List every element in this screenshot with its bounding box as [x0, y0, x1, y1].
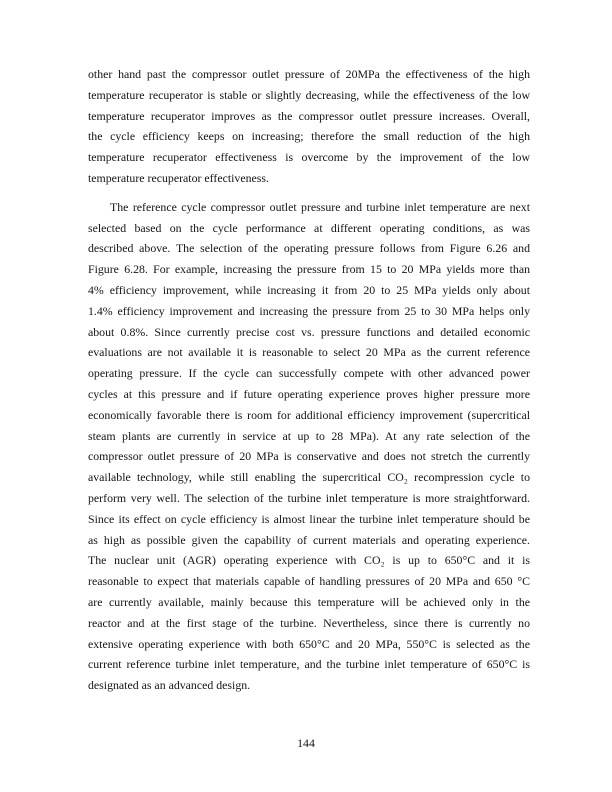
text-line: about 0.8%. Since currently precise cost vs. pressure functions and detailed economic — [88, 324, 530, 339]
text-line: compressor outlet pressure of 20 MPa is conservative and does not stretch the currently — [88, 449, 530, 464]
page-number: 144 — [297, 736, 315, 750]
text-line: operating pressure. If the cycle can successfully compete with other advanced power — [88, 366, 530, 381]
text-line: extensive operating experience with both 650°C and 20 MPa, 550°C is selected as the — [88, 636, 530, 651]
text-line: designated as an advanced design. — [88, 678, 251, 693]
text-line: temperature recuperator effectiveness. — [88, 170, 269, 185]
text-line: cycles at this pressure and if future operating experience proves higher pressure more — [88, 386, 530, 401]
text-line: Since its effect on cycle efficiency is almost linear the turbine inlet temperature should be — [88, 511, 530, 526]
text-line: reasonable to expect that materials capable of handling pressures of 20 MPa and 650 °C — [88, 574, 530, 589]
text-line: available technology, while still enabling the supercritical CO₂ recompression cycle to — [88, 470, 530, 485]
paragraph — [88, 197, 530, 696]
text-line: reactor and at the first stage of the turbine. Nevertheless, since there is currently no — [88, 615, 530, 630]
text-line: Figure 6.28. For example, increasing the pressure from 15 to 20 MPa yields more than — [88, 262, 530, 277]
text-line: evaluations are not available it is reasonable to select 20 MPa as the current reference — [88, 345, 530, 360]
text-line: steam plants are currently in service at up to 28 MPa). At any rate selection of the — [88, 428, 530, 443]
text-line: the cycle efficiency keeps on increasing; therefore the small reduction of the high — [88, 129, 530, 144]
text-line: selected based on the cycle performance at different operating conditions, as was — [88, 220, 530, 235]
text-line: other hand past the compressor outlet pressure of 20MPa the effectiveness of the high — [88, 67, 530, 81]
text-line: described above. The selection of the operating pressure follows from Figure 6.26 and — [88, 241, 530, 256]
paragraph — [88, 64, 530, 189]
text-line: 1.4% efficiency improvement and increasing the pressure from 25 to 30 MPa helps only — [88, 303, 530, 318]
text-line: 4% efficiency improvement, while increasing it from 20 to 25 MPa yields only about — [88, 282, 530, 297]
text-line: temperature recuperator improves as the compressor outlet pressure increases. Overall, — [88, 108, 530, 123]
text-line: perform very well. The selection of the turbine inlet temperature is more straightforward. — [88, 490, 530, 505]
text-line: are currently available, mainly because this temperature will be achieved only in the — [88, 594, 530, 609]
text-line: The reference cycle compressor outlet pressure and turbine inlet temperature are next — [110, 199, 530, 214]
text-line: as high as possible given the capability of current materials and operating experience. — [88, 532, 530, 547]
text-line: The nuclear unit (AGR) operating experience with CO₂ is up to 650°C and it is — [88, 553, 530, 568]
text-line: current reference turbine inlet temperature, and the turbine inlet temperature of 650°C is — [88, 657, 530, 672]
text-line: economically favorable there is room for additional efficiency improvement (supercritical — [88, 407, 530, 422]
text-line: temperature recuperator is stable or slightly decreasing, while the effectiveness of the low — [88, 87, 530, 102]
text-block — [88, 64, 530, 696]
text-line: temperature recuperator effectiveness is overcome by the improvement of the low — [88, 150, 530, 165]
